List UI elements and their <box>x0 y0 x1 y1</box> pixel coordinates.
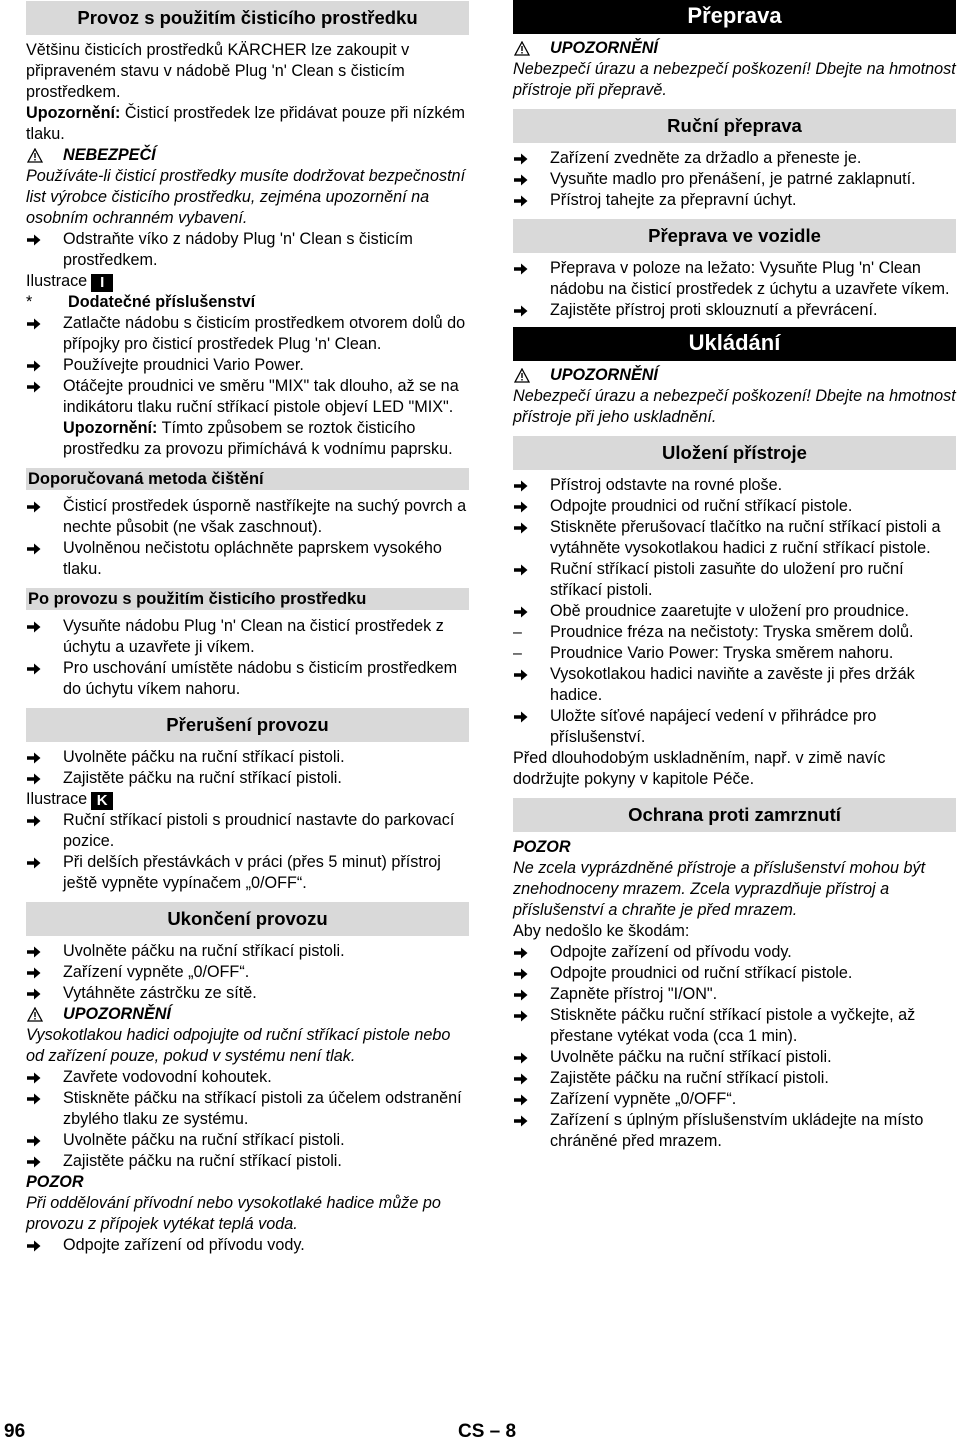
dash-list-item <box>513 622 956 643</box>
list-item-text: Zavřete vodovodní kohoutek. <box>63 1068 272 1086</box>
list-item <box>513 706 956 748</box>
warning-label: UPOZORNĚNÍ <box>550 39 658 57</box>
section-heading-ulozeni: Uložení přístroje <box>513 436 956 470</box>
note-paragraph-indented <box>26 418 469 460</box>
list-item-text: Přeprava v poloze na ležato: Vysuňte Plug 'n' Clean nádobu na čisticí prostředek z úchytu a uzavřete víkem. <box>550 259 950 298</box>
warning-triangle-icon <box>27 148 43 163</box>
list-item-text: Odpojte zařízení od přívodu vody. <box>63 1236 305 1254</box>
list-item <box>513 190 956 211</box>
paragraph-long-term: Před dlouhodobým uskladněním, např. v zimě navíc dodržujte pokyny v kapitole Péče. <box>513 749 886 788</box>
list-item <box>513 601 956 622</box>
illustration-label: Ilustrace <box>26 272 88 290</box>
list-item <box>26 538 469 580</box>
list-item-text: Vysuňte madlo pro přenášení, je patrné zaklapnutí. <box>550 170 916 188</box>
illustration-label: Ilustrace <box>26 790 88 808</box>
caution-text: Při oddělování přívodní nebo vysokotlaké hadice může po provozu z přípojek vytékat teplá voda. <box>26 1194 441 1233</box>
list-item <box>513 1110 956 1152</box>
section-heading-rucni: Ruční přeprava <box>513 109 956 143</box>
list-item <box>26 355 469 376</box>
list-item-text: Zapněte přístroj "I/ON". <box>550 985 718 1003</box>
list-item <box>513 984 956 1005</box>
note-text: Čisticí prostředek lze přidávat pouze při nízkém tlaku. <box>26 104 465 143</box>
list-item-text: Zajistěte přístroj proti sklouznutí a převrácení. <box>550 301 878 319</box>
list-item-text: Čisticí prostředek úsporně nastříkejte na suchý povrch a nechte působit (ne však zaschnout). <box>63 497 467 536</box>
illustration-ref-k <box>26 789 469 810</box>
list-item <box>26 616 469 658</box>
list-item-text: Zařízení zvedněte za držadlo a přeneste je. <box>550 149 862 167</box>
note-text: Tímto způsobem se roztok čisticího prostředku za provozu přimíchává k vodnímu paprsku. <box>63 419 453 458</box>
asterisk-mark: * <box>26 293 33 311</box>
list-item <box>513 1089 956 1110</box>
warning-text: Nebezpečí úrazu a nebezpečí poškození! Dbejte na hmotnost přístroje při přepravě. <box>513 60 956 99</box>
list-item <box>26 658 469 700</box>
note-label: Upozornění: <box>63 419 158 437</box>
danger-heading <box>26 145 469 166</box>
list-item-text: Proudnice Vario Power: Tryska směrem nahoru. <box>550 644 894 662</box>
list-item <box>513 664 956 706</box>
section-heading-mraz: Ochrana proti zamrznutí <box>513 798 956 832</box>
list-item <box>513 517 956 559</box>
list-item <box>26 810 469 852</box>
chapter-heading-preprava: Přeprava <box>513 0 956 34</box>
section-heading-provoz: Provoz s použitím čisticího prostředku <box>26 1 469 35</box>
note-paragraph <box>26 103 469 145</box>
list-item-text: Vysuňte nádobu Plug 'n' Clean na čisticí prostředek z úchytu a uzavřete ji víkem. <box>63 617 444 656</box>
subheading-doporucovana: Doporučovaná metoda čištění <box>26 468 469 490</box>
figure-letter-badge: I <box>91 274 113 292</box>
warning-heading <box>26 1004 469 1025</box>
warning-heading <box>513 38 956 59</box>
list-item <box>513 559 956 601</box>
list-item <box>513 496 956 517</box>
figure-letter-badge: K <box>91 792 113 810</box>
right-column <box>513 0 956 1152</box>
list-item <box>513 942 956 963</box>
caution-text: Ne zcela vyprázdněné přístroje a příslušenství mohou být znehodnoceny mrazem. Zcela vyprazdňuje přístroj a příslušenství a chraňte je před mrazem. <box>513 859 926 919</box>
section-heading-vozidle: Přeprava ve vozidle <box>513 219 956 253</box>
left-column <box>26 0 469 1256</box>
list-item-text: Odpojte proudnici od ruční stříkací pistole. <box>550 964 853 982</box>
list-item-text: Ruční stříkací pistoli s proudnicí nastavte do parkovací pozice. <box>63 811 455 850</box>
dash-list-item <box>513 643 956 664</box>
list-item <box>26 1130 469 1151</box>
paragraph-damage: Aby nedošlo ke škodám: <box>513 922 690 940</box>
warning-heading <box>513 365 956 386</box>
list-item-text: Uvolněnou nečistotu opláchněte paprskem vysokého tlaku. <box>63 539 442 578</box>
list-item <box>26 768 469 789</box>
list-item-text: Odpojte proudnici od ruční stříkací pistole. <box>550 497 853 515</box>
footnote-accessory <box>26 292 469 313</box>
list-item-text: Vytáhněte zástrčku ze sítě. <box>63 984 257 1002</box>
list-item <box>513 1047 956 1068</box>
list-item <box>26 496 469 538</box>
dash-marker: – <box>513 645 522 662</box>
list-item-text: Stiskněte páčku na stříkací pistoli za účelem odstranění zbylého tlaku ze systému. <box>63 1089 462 1128</box>
warning-text: Nebezpečí úrazu a nebezpečí poškození! Dbejte na hmotnost přístroje při jeho uskladnění. <box>513 387 956 426</box>
list-item-text: Stiskněte přerušovací tlačítko na ruční stříkací pistoli a vytáhněte vysokotlakou hadici z ruční stříkací pistole. <box>550 518 941 557</box>
list-item-text: Proudnice fréza na nečistoty: Tryska směrem dolů. <box>550 623 914 641</box>
list-item-text: Uvolněte páčku na ruční stříkací pistoli. <box>550 1048 832 1066</box>
illustration-ref-i <box>26 271 469 292</box>
list-item <box>26 313 469 355</box>
list-item-text: Stiskněte páčku ruční stříkací pistole a vyčkejte, až přestane vytékat voda (cca 1 min). <box>550 1006 916 1045</box>
list-item-text: Zajistěte páčku na ruční stříkací pistoli. <box>63 1152 342 1170</box>
list-item-text: Ruční stříkací pistoli zasuňte do uložení pro ruční stříkací pistoli. <box>550 560 904 599</box>
list-item-text: Zajistěte páčku na ruční stříkací pistoli. <box>550 1069 829 1087</box>
list-item <box>26 941 469 962</box>
list-item-text: Při delších přestávkách v práci (přes 5 minut) přístroj ještě vypněte vypínačem „0/OFF“. <box>63 853 441 892</box>
caution-label: POZOR <box>26 1173 84 1191</box>
list-item <box>26 1235 469 1256</box>
list-item-text: Zajistěte páčku na ruční stříkací pistoli. <box>63 769 342 787</box>
list-item-text: Přístroj tahejte za přepravní úchyt. <box>550 191 797 209</box>
warning-triangle-icon <box>514 368 530 383</box>
page-number: 96 <box>4 1421 26 1442</box>
list-item <box>26 1067 469 1088</box>
caution-label: POZOR <box>513 838 571 856</box>
list-item-text: Uvolněte páčku na ruční stříkací pistoli. <box>63 1131 345 1149</box>
danger-text: Používáte-li čisticí prostředky musíte dodržovat bezpečnostní list výrobce čisticího prostředku, zejména upozornění na osobním ochranném vybavení. <box>26 167 466 227</box>
list-item-text: Zařízení vypněte „0/OFF“. <box>63 963 250 981</box>
list-item-text: Zařízení vypněte „0/OFF“. <box>550 1090 737 1108</box>
list-item <box>26 852 469 894</box>
list-item <box>26 376 469 418</box>
list-item-text: Přístroj odstavte na rovné ploše. <box>550 476 783 494</box>
section-heading-ukonceni: Ukončení provozu <box>26 902 469 936</box>
list-item-text: Vysokotlakou hadici naviňte a zavěste ji přes držák hadice. <box>550 665 915 704</box>
warning-label: UPOZORNĚNÍ <box>550 366 658 384</box>
list-item-text: Uvolněte páčku na ruční stříkací pistoli. <box>63 942 345 960</box>
list-item-text: Používejte proudnici Vario Power. <box>63 356 304 374</box>
note-label: Upozornění: <box>26 104 121 122</box>
list-item <box>513 258 956 300</box>
list-item-text: Odstraňte víko z nádoby Plug 'n' Clean s čisticím prostředkem. <box>63 230 413 269</box>
list-item-text: Zatlačte nádobu s čisticím prostředkem otvorem dolů do přípojky pro čisticí prostředek Plug 'n' Clean. <box>63 314 466 353</box>
section-page-label: CS – 8 <box>458 1421 517 1442</box>
list-item-text: Odpojte zařízení od přívodu vody. <box>550 943 792 961</box>
list-item <box>513 475 956 496</box>
dash-marker: – <box>513 624 522 641</box>
list-item <box>513 300 956 321</box>
list-item <box>26 962 469 983</box>
list-item <box>513 1005 956 1047</box>
warning-triangle-icon <box>27 1007 43 1022</box>
subheading-po-provozu: Po provozu s použitím čisticího prostředku <box>26 588 469 610</box>
list-item <box>26 983 469 1004</box>
list-item <box>513 148 956 169</box>
list-item-text: Obě proudnice zaaretujte v uložení pro proudnice. <box>550 602 910 620</box>
list-item <box>513 963 956 984</box>
list-item-text: Zařízení s úplným příslušenstvím ukládejte na místo chráněné před mrazem. <box>550 1111 924 1150</box>
list-item-text: Uvolněte páčku na ruční stříkací pistoli. <box>63 748 345 766</box>
list-item <box>26 1088 469 1130</box>
warning-label: UPOZORNĚNÍ <box>63 1005 171 1023</box>
list-item-text: Otáčejte proudnici ve směru "MIX" tak dlouho, až se na indikátoru tlaku ruční stříkací pistole objeví LED "MIX". <box>63 377 459 416</box>
warning-triangle-icon <box>514 41 530 56</box>
list-item <box>26 229 469 271</box>
list-item <box>513 169 956 190</box>
list-item <box>26 1151 469 1172</box>
footnote-text: Dodatečné příslušenství <box>68 293 256 311</box>
list-item-text: Pro uschování umístěte nádobu s čisticím prostředkem do úchytu víkem nahoru. <box>63 659 458 698</box>
warning-text: Vysokotlakou hadici odpojujte od ruční stříkací pistole nebo od zařízení pouze, pokud v systému není tlak. <box>26 1026 451 1065</box>
section-heading-preruseni: Přerušení provozu <box>26 708 469 742</box>
list-item <box>513 1068 956 1089</box>
list-item-text: Uložte síťové napájecí vedení v přihrádce pro příslušenství. <box>550 707 877 746</box>
danger-label: NEBEZPEČÍ <box>63 146 156 164</box>
chapter-heading-ukladani: Ukládání <box>513 327 956 361</box>
list-item <box>26 747 469 768</box>
paragraph-intro: Většinu čisticích prostředků KÄRCHER lze zakoupit v připraveném stavu v nádobě Plug 'n' Clean s čisticím prostředkem. <box>26 41 410 101</box>
